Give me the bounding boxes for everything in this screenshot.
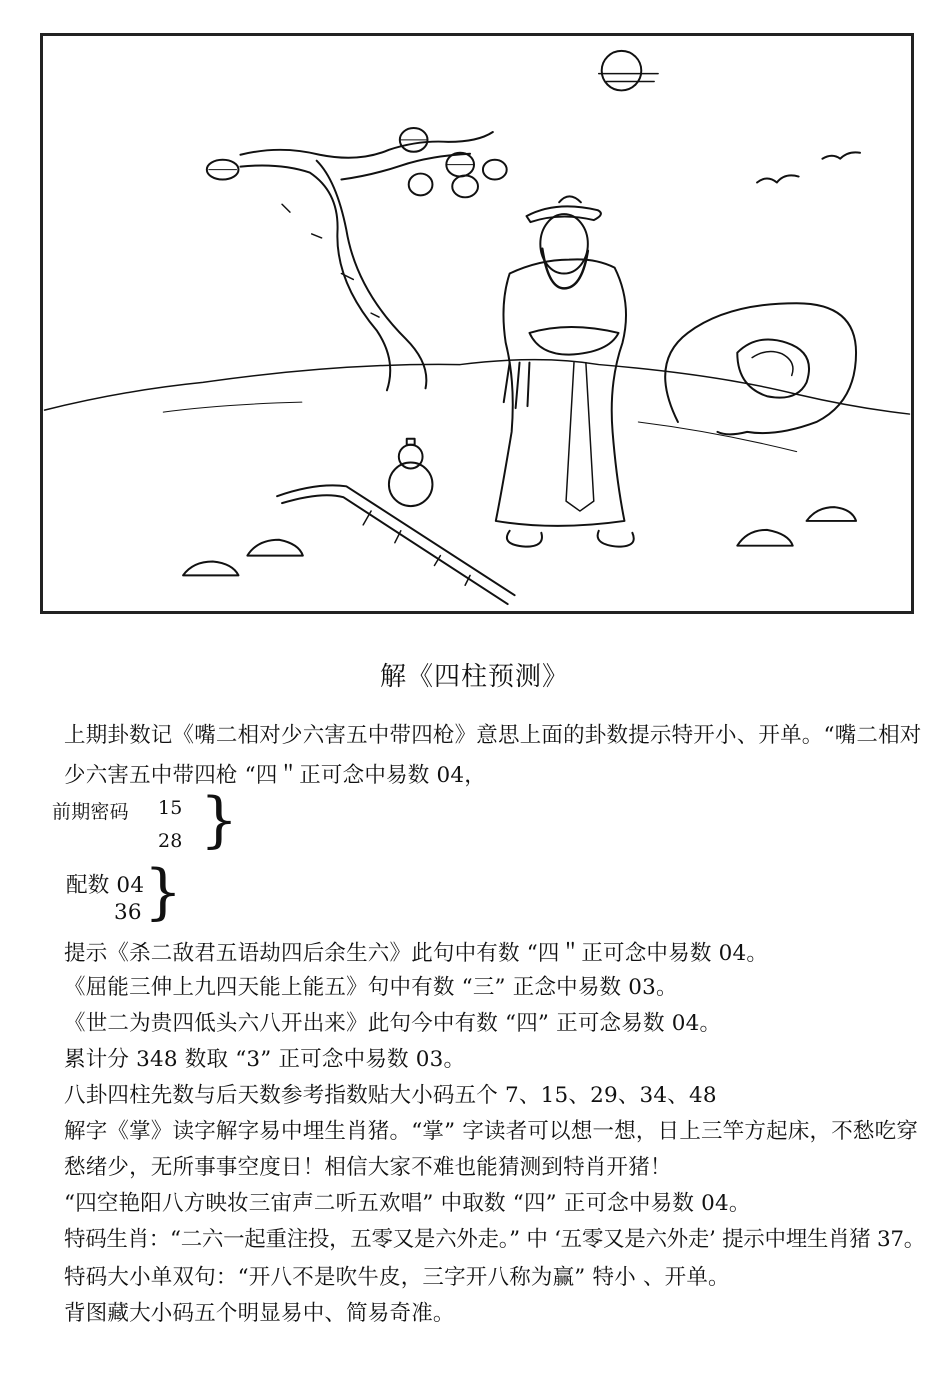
text-line-10: “四空艳阳八方映妆三宙声二听五欢唱” 中取数 “四” 正可念中易数 04。 bbox=[64, 1191, 751, 1216]
walking-staff-icon bbox=[277, 485, 515, 604]
previous-code-a: 15 bbox=[158, 797, 183, 819]
text-line-4: 《屈能三伸上九四天能上能五》句中有数 “三” 正念中易数 03。 bbox=[64, 975, 678, 1000]
tree-icon bbox=[207, 128, 507, 390]
rock-icon bbox=[665, 303, 856, 434]
brace-icon: } bbox=[200, 785, 239, 855]
text-line-7: 八卦四柱先数与后天数参考指数贴大小码五个 7、15、29、34、48 bbox=[64, 1083, 717, 1108]
text-line-2: 少六害五中带四枪 “四＂正可念中易数 04， bbox=[64, 763, 486, 788]
previous-code-b: 28 bbox=[158, 830, 183, 852]
gourd-icon bbox=[389, 439, 433, 506]
text-line-11: 特码生肖：“二六一起重注投，五零又是六外走。” 中 ‘五零又是六外走’ 提示中埋生肖猪 37。 bbox=[64, 1227, 926, 1252]
standing-man-figure bbox=[496, 196, 634, 546]
text-line-9: 愁绪少，无所事事空度日！相信大家不难也能猜测到特肖开猪！ bbox=[64, 1155, 672, 1180]
text-line-6: 累计分 348 数取 “3” 正可念中易数 03。 bbox=[64, 1047, 466, 1072]
page-title: 解《四柱预测》 bbox=[379, 662, 569, 692]
text-line-12: 特码大小单双句：“开八不是吹牛皮，三字开八称为赢” 特小 、开单。 bbox=[64, 1265, 730, 1290]
birds-icon bbox=[757, 152, 860, 182]
text-line-5: 《世二为贵四低头六八开出来》此句今中有数 “四” 正可念易数 04。 bbox=[64, 1011, 722, 1036]
stones-icon bbox=[183, 507, 856, 575]
text-line-1: 上期卦数记《嘴二相对少六害五中带四枪》意思上面的卦数提示特开小、开单。“嘴二相对 bbox=[64, 723, 922, 748]
line-drawing-illustration bbox=[40, 33, 914, 614]
text-line-8: 解字《掌》读字解字易中埋生肖猪。“掌” 字读者可以想一想，日上三竿方起床，不愁吃穿 bbox=[64, 1119, 919, 1144]
moon-icon bbox=[599, 51, 658, 91]
pair-number-b: 36 bbox=[114, 900, 142, 925]
brace-icon: } bbox=[144, 857, 183, 927]
text-line-13: 背图藏大小码五个明显易中、简易奇准。 bbox=[64, 1301, 455, 1326]
text-line-3: 提示《杀二敌君五语劫四后余生六》此句中有数 “四＂正可念中易数 04。 bbox=[64, 941, 769, 966]
pair-number-label: 配数 04 bbox=[66, 873, 145, 898]
ground-line bbox=[45, 360, 910, 414]
previous-code-label: 前期密码 bbox=[52, 801, 129, 823]
